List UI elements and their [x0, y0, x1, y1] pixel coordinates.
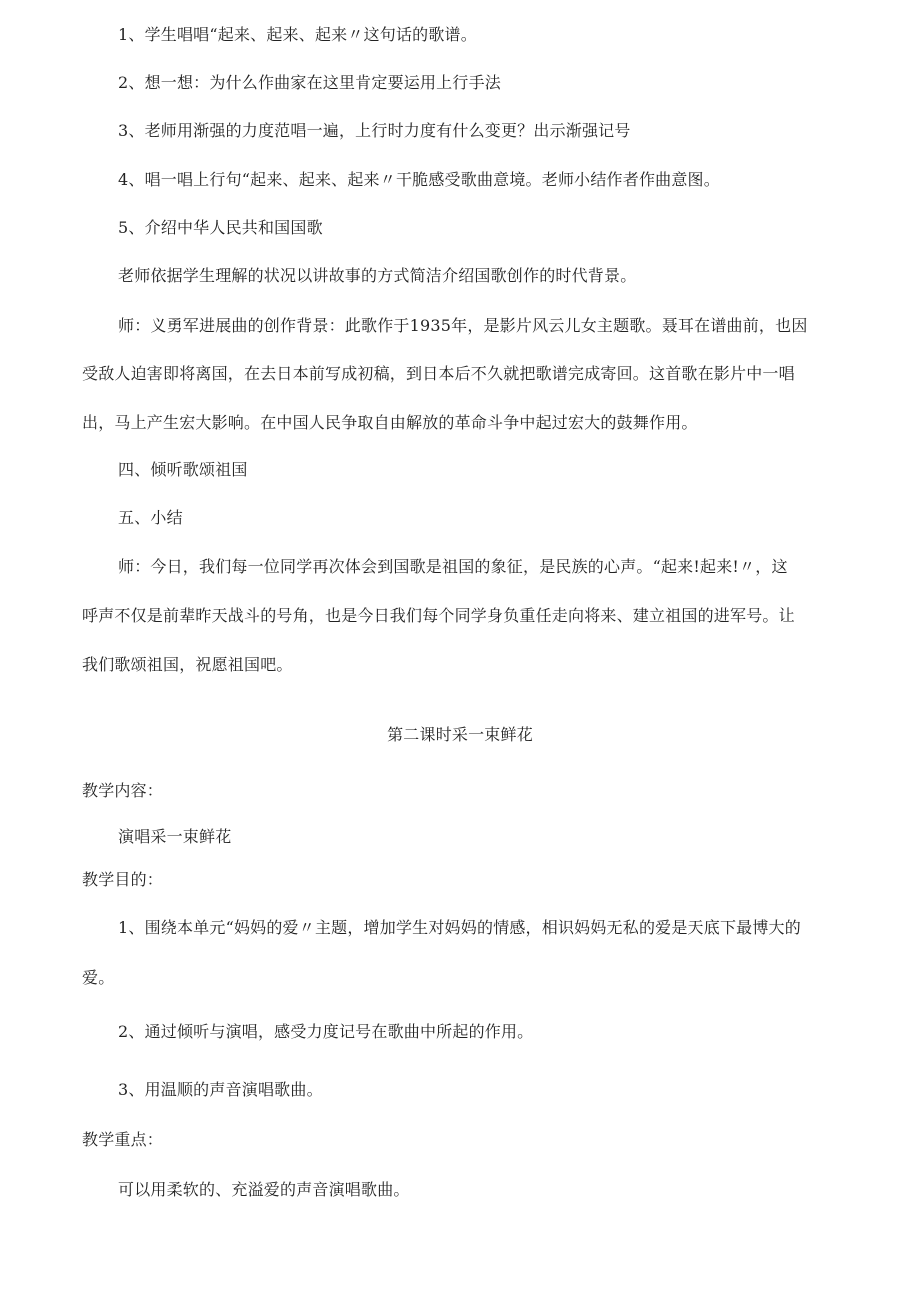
background-paragraph-line: 师：义勇军进展曲的创作背景：此歌作于1935年，是影片风云儿女主题歌。聂耳在谱曲前，也因 — [118, 316, 808, 335]
list-item: 4、唱一唱上行句“起来、起来、起来〃干脆感受歌曲意境。老师小结作者作曲意图。 — [118, 170, 720, 189]
list-item: 5、介绍中华人民共和国国歌 — [118, 218, 323, 237]
content-label: 教学内容： — [82, 781, 164, 800]
focus-label: 教学重点： — [82, 1130, 164, 1149]
summary-paragraph-line: 呼声不仅是前辈昨天战斗的号角，也是今日我们每个同学身负重任走向将来、建立祖国的进军号。让 — [82, 606, 795, 625]
summary-paragraph-line: 我们歌颂祖国，祝愿祖国吧。 — [82, 655, 293, 674]
summary-paragraph-line: 师：今日，我们每一位同学再次体会到国歌是祖国的象征，是民族的心声。“起来!起来!〃，这 — [118, 557, 788, 576]
goal-item: 3、用温顺的声音演唱歌曲。 — [118, 1080, 323, 1099]
list-item: 1、学生唱唱“起来、起来、起来〃这句话的歌谱。 — [118, 25, 477, 44]
lesson-title: 第二课时采一束鲜花 — [387, 725, 533, 744]
list-item: 3、老师用渐强的力度范唱一遍，上行时力度有什么变更？出示渐强记号 — [118, 121, 631, 140]
content-text: 演唱采一束鲜花 — [118, 827, 232, 846]
goal-item: 2、通过倾听与演唱，感受力度记号在歌曲中所起的作用。 — [118, 1022, 534, 1041]
goal-item: 1、围绕本单元“妈妈的爱〃主题，增加学生对妈妈的情感，相识妈妈无私的爱是天底下最博大的 — [118, 918, 801, 937]
focus-text: 可以用柔软的、充溢爱的声音演唱歌曲。 — [118, 1180, 410, 1199]
list-item: 2、想一想：为什么作曲家在这里肯定要运用上行手法 — [118, 73, 501, 92]
goals-label: 教学目的： — [82, 870, 164, 889]
section-heading: 五、小结 — [118, 508, 183, 527]
intro-paragraph: 老师依据学生理解的状况以讲故事的方式简洁介绍国歌创作的时代背景。 — [118, 266, 637, 285]
section-heading: 四、倾听歌颂祖国 — [118, 460, 248, 479]
background-paragraph-line: 出，马上产生宏大影响。在中国人民争取自由解放的革命斗争中起过宏大的鼓舞作用。 — [82, 413, 698, 432]
goal-item-continuation: 爱。 — [82, 968, 115, 987]
background-paragraph-line: 受敌人迫害即将离国，在去日本前写成初稿，到日本后不久就把歌谱完成寄回。这首歌在影片中一唱 — [82, 364, 795, 383]
